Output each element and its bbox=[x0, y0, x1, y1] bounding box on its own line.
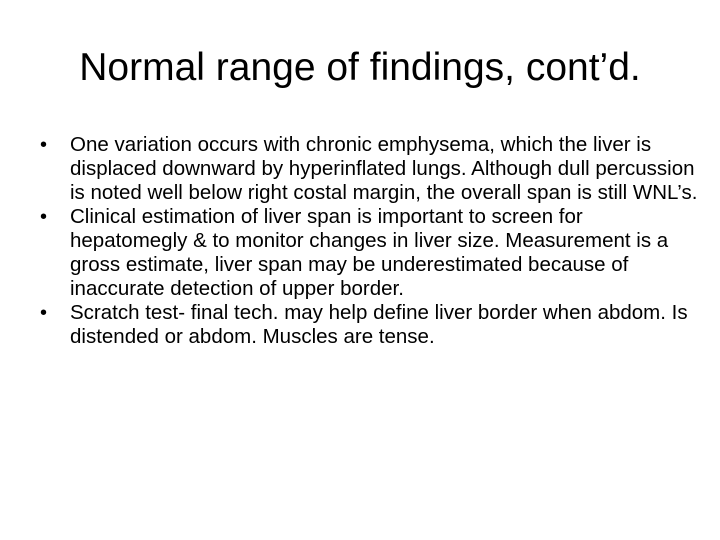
bullet-text: Clinical estimation of liver span is important to screen for hepatomegly & to monitor changes in liver size. Measurement is a gross estimate, liver span may be underestimated because of inaccurate detection of upper border. bbox=[70, 205, 669, 300]
bullet-marker: • bbox=[40, 206, 48, 228]
bullet-item-emphysema bbox=[40, 133, 700, 205]
bullet-marker: • bbox=[40, 134, 48, 156]
bullet-text: One variation occurs with chronic emphysema, which the liver is displaced downward by hyperinflated lungs. Although dull percussion is noted well below right costal margin, the overall span is still WNL’s. bbox=[70, 133, 698, 204]
bullet-item-liver-span bbox=[40, 205, 700, 301]
bullet-list bbox=[40, 133, 700, 349]
slide-title: Normal range of findings, cont’d. bbox=[79, 46, 641, 89]
bullet-item-scratch-test bbox=[40, 301, 700, 349]
bullet-marker: • bbox=[40, 302, 48, 324]
bullet-text: Scratch test- final tech. may help define liver border when abdom. Is distended or abdom. Muscles are tense. bbox=[70, 301, 688, 348]
